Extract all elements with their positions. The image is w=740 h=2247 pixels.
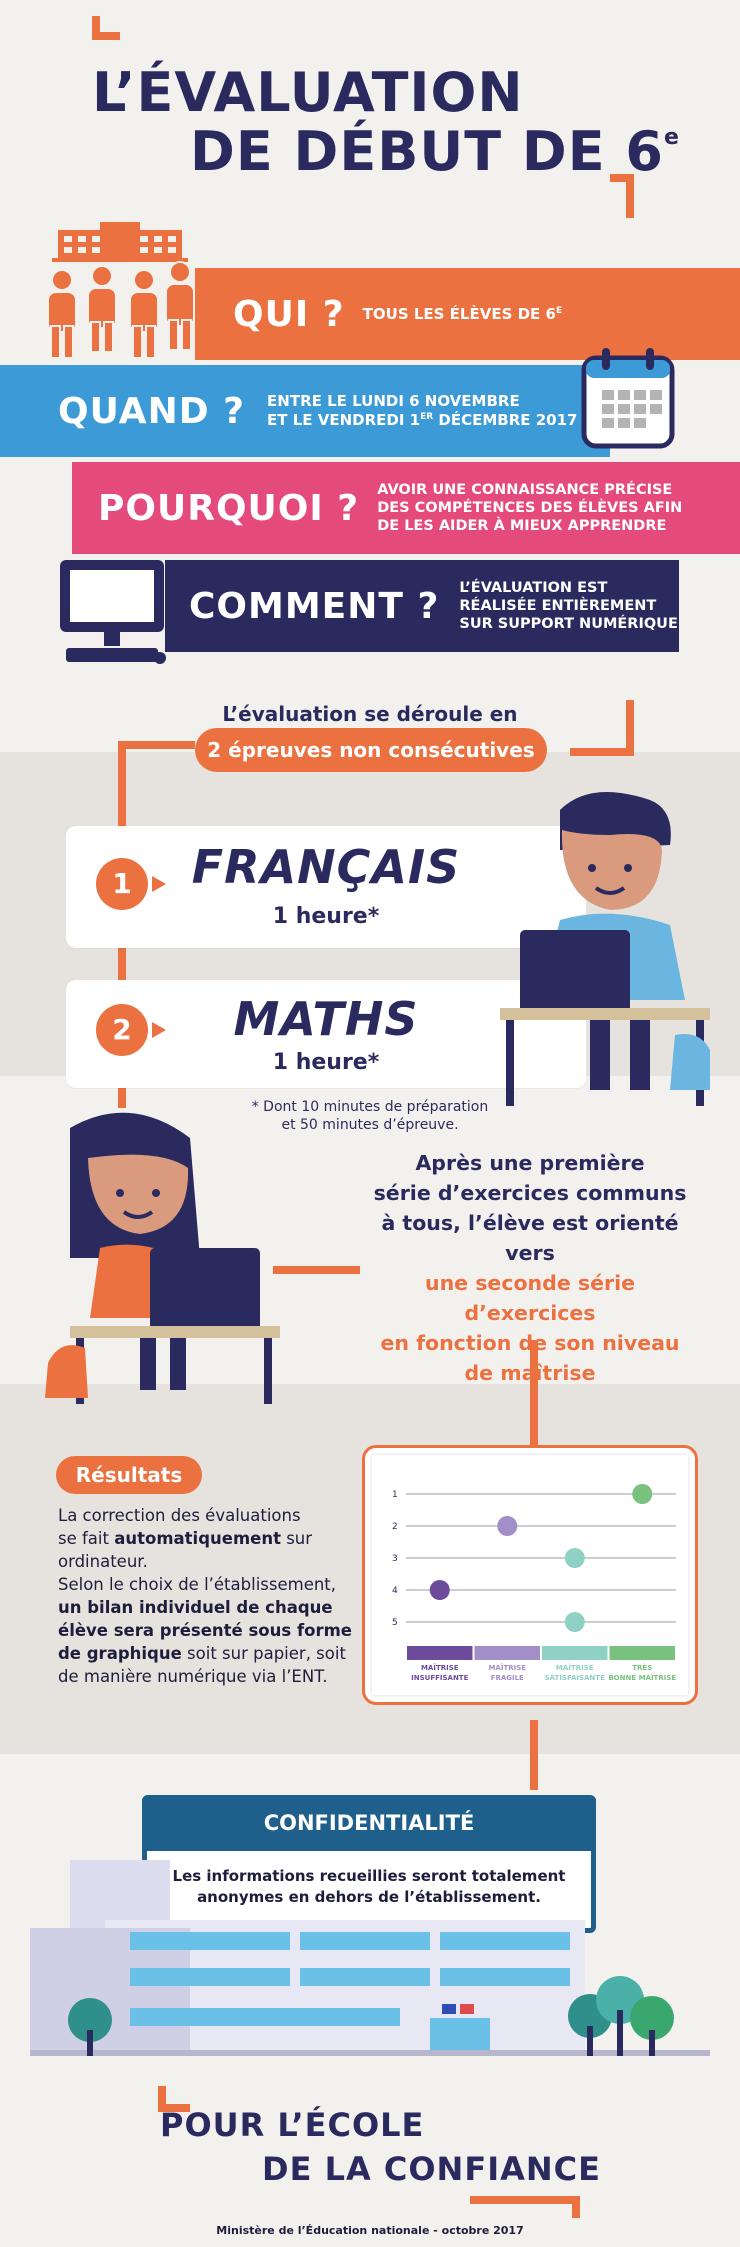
- chart-level-bar: [475, 1646, 541, 1660]
- pourquoi-band: [72, 462, 740, 554]
- chart-row-label: 5: [392, 1618, 398, 1628]
- resultats-p1bold: automatiquement: [114, 1529, 281, 1548]
- resultats-p2d: de graphique: [58, 1644, 182, 1663]
- comment-band: [165, 560, 679, 652]
- quand-band: [0, 365, 610, 457]
- footnote-line2: et 50 minutes d’épreuve.: [281, 1117, 459, 1134]
- francais-number: 1: [96, 858, 148, 910]
- chart-level-label: MAÎTRISE: [555, 1664, 594, 1672]
- qui-sup: E: [555, 305, 563, 316]
- resultats-pill: Résultats: [56, 1456, 202, 1494]
- chart-point: [565, 1612, 585, 1632]
- chart-level-label: INSUFFISANTE: [411, 1674, 469, 1682]
- quand-line2a: ET LE VENDREDI 1: [267, 411, 421, 429]
- chart-row-label: 1: [392, 1490, 398, 1500]
- chart-level-bar: [610, 1646, 676, 1660]
- chart-point: [632, 1484, 652, 1504]
- confidentialite-line2: anonymes en dehors de l’établissement.: [197, 1888, 541, 1906]
- deroule-pill: 2 épreuves non consécutives: [195, 728, 547, 772]
- students-school-icon: [30, 222, 210, 362]
- apres-text: [360, 1148, 700, 1388]
- maths-arrow-icon: [152, 1022, 166, 1038]
- maths-duration: 1 heure*: [272, 1050, 380, 1075]
- calendar-icon: [580, 346, 676, 452]
- confidentialite-title: CONFIDENTIALITÉ: [263, 1811, 475, 1835]
- chart-row-label: 2: [392, 1522, 398, 1532]
- chart-level-label: TRÈS: [632, 1664, 653, 1672]
- quand-line1: ENTRE LE LUNDI 6 NOVEMBRE: [267, 392, 520, 411]
- confidentialite-line1: Les informations recueillies seront totalement: [172, 1867, 566, 1885]
- resultats-p1-wrap: [58, 1527, 358, 1550]
- chart-level-label: BONNE MAÎTRISE: [608, 1674, 677, 1682]
- apres-line3: à tous, l’élève est orienté vers: [381, 1211, 679, 1265]
- apres-line1: Après une première: [415, 1151, 645, 1175]
- chart-point: [565, 1548, 585, 1568]
- page-title-line1: L’ÉVALUATION: [92, 61, 524, 124]
- maths-number: 2: [96, 1004, 148, 1056]
- apres-line6: de maîtrise: [464, 1361, 596, 1385]
- chart-level-bar: [407, 1646, 473, 1660]
- chart-row-label: 3: [392, 1554, 398, 1564]
- quand-line2b: DÉCEMBRE 2017: [433, 411, 578, 429]
- resultats-text: [58, 1504, 358, 1688]
- comment-text: [459, 579, 678, 633]
- comment-line3: SUR SUPPORT NUMÉRIQUE: [459, 616, 678, 633]
- chart-point: [497, 1516, 517, 1536]
- chart-level-bar: [542, 1646, 608, 1660]
- computer-icon: [56, 556, 168, 668]
- francais-arrow-icon: [152, 876, 166, 892]
- resultats-p2b: un bilan individuel de chaque: [58, 1598, 333, 1617]
- chart-level-label: MAÎTRISE: [420, 1664, 459, 1672]
- quand-line2-wrap: [267, 411, 577, 430]
- chart-point: [430, 1580, 450, 1600]
- apres-line2: série d’exercices communs: [373, 1181, 687, 1205]
- apres-line5: en fonction de son niveau: [380, 1331, 680, 1355]
- boy-at-computer-illustration: [500, 790, 730, 1120]
- francais-subject: FRANÇAIS: [191, 840, 461, 894]
- resultats-p2a: Selon le choix de l’établissement,: [58, 1575, 337, 1594]
- qui-text: TOUS LES ÉLÈVES DE 6: [362, 304, 556, 323]
- page-title-line2: DE DÉBUT DE 6: [190, 120, 664, 183]
- maths-subject: MATHS: [233, 992, 419, 1046]
- resultats-p1b: se fait: [58, 1529, 115, 1548]
- qui-label: QUI ?: [233, 293, 345, 335]
- girl-at-computer-illustration: [40, 1108, 280, 1408]
- footnote-line1: * Dont 10 minutes de préparation: [251, 1099, 489, 1115]
- school-building-illustration: [30, 1840, 710, 2070]
- chart-level-label: SATISFAISANTE: [544, 1674, 605, 1682]
- page-title-line2-wrap: [190, 120, 680, 183]
- comment-line2: RÉALISÉE ENTIÈREMENT: [459, 597, 657, 614]
- footer-line2: DE LA CONFIANCE: [262, 2150, 601, 2188]
- resultats-p2e: soit sur papier, soit: [181, 1644, 346, 1663]
- deroule-text: L’évaluation se déroule en: [222, 702, 518, 726]
- pourquoi-line2: DES COMPÉTENCES DES ÉLÈVES AFIN: [377, 499, 683, 516]
- pourquoi-line3: DE LES AIDER À MIEUX APPRENDRE: [377, 518, 667, 535]
- quand-line2sup: ER: [420, 412, 434, 422]
- footer-line1: POUR L’ÉCOLE: [160, 2106, 425, 2144]
- quand-label: QUAND ?: [58, 390, 246, 432]
- apres-line4: une seconde série d’exercices: [424, 1271, 636, 1325]
- comment-label: COMMENT ?: [189, 585, 440, 627]
- resultats-p2-wrap: [58, 1642, 358, 1665]
- resultats-p1c: sur: [280, 1529, 313, 1548]
- chart-row-label: 4: [392, 1586, 398, 1596]
- page-title-sup: e: [663, 125, 680, 150]
- results-chart: [380, 1472, 680, 1692]
- resultats-p2f: de manière numérique via l’ENT.: [58, 1667, 328, 1686]
- resultats-p2c: élève sera présenté sous forme: [58, 1621, 352, 1640]
- footer-credit: Ministère de l’Éducation nationale - octobre 2017: [216, 2224, 524, 2237]
- comment-line1: L’ÉVALUATION EST: [459, 579, 608, 596]
- pourquoi-line1: AVOIR UNE CONNAISSANCE PRÉCISE: [377, 481, 673, 498]
- pourquoi-label: POURQUOI ?: [98, 487, 360, 529]
- chart-level-label: MAÎTRISE: [488, 1664, 527, 1672]
- chart-level-label: FRAGILE: [490, 1674, 524, 1682]
- quand-text: [267, 392, 577, 430]
- qui-text-wrap: [363, 305, 562, 324]
- pourquoi-text: [377, 481, 682, 535]
- resultats-p1a: La correction des évaluations: [58, 1506, 301, 1525]
- francais-duration: 1 heure*: [272, 904, 380, 929]
- resultats-p1d: ordinateur.: [58, 1552, 148, 1571]
